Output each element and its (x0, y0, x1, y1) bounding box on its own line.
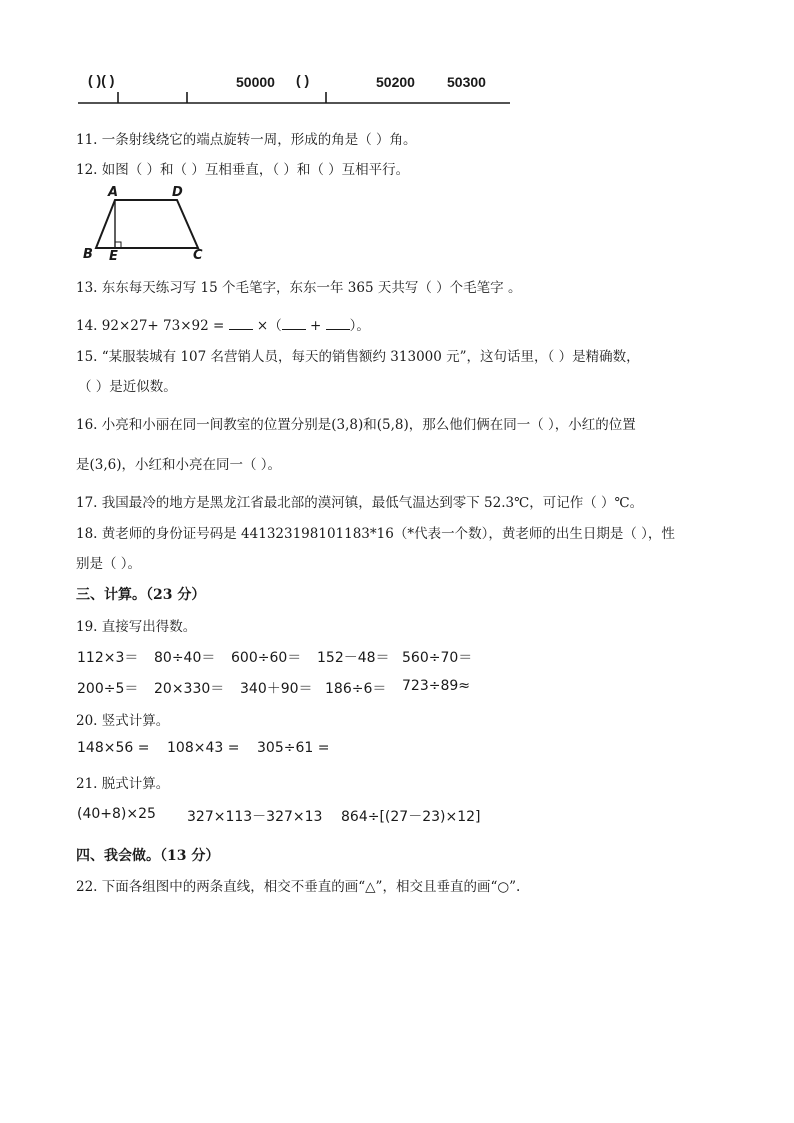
number-line-blank: ( ) (296, 72, 310, 88)
q21-item-2: 327×113－327×13 (187, 809, 323, 825)
question-19-title: 19. 直接写出得数。 (76, 619, 197, 635)
question-18-line-2: 别是（ ）。 (76, 556, 142, 572)
q19-item-8: 340＋90＝ (240, 681, 313, 697)
q19-item-7: 20×330＝ (154, 681, 225, 697)
question-22: 22. 下面各组图中的两条直线，相交不垂直的画“△”，相交且垂直的画“○”. (76, 879, 521, 895)
q19-item-10: 723÷89≈ (402, 678, 470, 694)
q20-item-2: 108×43 = (167, 740, 240, 756)
question-12: 12. 如图（ ）和（ ）互相垂直，（ ）和（ ）互相平行。 (76, 162, 410, 178)
number-line-blank-pair: ( )( ) (88, 72, 115, 88)
section-4-title: 四、我会做。（13 分） (76, 848, 220, 864)
q14-expression: 14. 92×27+ 73×92 = (76, 318, 229, 334)
number-line-label-50000: 50000 (236, 74, 275, 90)
question-14 (76, 314, 370, 334)
label-a: A (108, 185, 119, 200)
question-11: 11. 一条射线绕它的端点旋转一周，形成的角是（ ）角。 (76, 132, 417, 148)
q19-item-3: 600÷60＝ (231, 650, 302, 666)
question-16-line-2: 是(3,6)，小红和小亮在同一（ ）。 (76, 457, 282, 473)
q14-times-paren: ×（ (252, 318, 282, 334)
q14-plus: + (305, 318, 326, 334)
question-13: 13. 东东每天练习写 15 个毛笔字，东东一年 365 天共写（ ）个毛笔字 。 (76, 280, 522, 296)
question-15-line-1: 15. “某服装城有 107 名营销人员，每天的销售额约 313000 元”，这句话里，（ ）是精确数， (76, 349, 640, 365)
q19-item-5: 560÷70＝ (402, 650, 473, 666)
section-3-title: 三、计算。（23 分） (76, 587, 206, 603)
label-b: B (83, 247, 93, 262)
label-e: E (109, 249, 118, 262)
q20-item-1: 148×56 = (77, 740, 150, 756)
question-18-line-1: 18. 黄老师的身份证号码是 441323198101183*16（*代表一个数），黄老师的出生日期是（ ），性 (76, 526, 675, 542)
number-line-axis (70, 92, 520, 112)
question-15-line-2: （ ）是近似数。 (78, 379, 177, 395)
q19-item-6: 200÷5＝ (77, 681, 139, 697)
label-c: C (193, 248, 203, 262)
q19-item-4: 152－48＝ (317, 650, 390, 666)
q14-close: ）。 (349, 318, 370, 334)
q14-blank-3[interactable] (326, 316, 350, 330)
q19-item-9: 186÷6＝ (325, 681, 387, 697)
question-16-line-1: 16. 小亮和小丽在同一间教室的位置分别是(3,8)和(5,8)，那么他们俩在同一（ ），小红的位置 (76, 417, 636, 433)
trapezoid-shape (96, 200, 198, 248)
question-21-title: 21. 脱式计算。 (76, 776, 170, 792)
label-d: D (172, 185, 183, 200)
q14-blank-2[interactable] (282, 316, 306, 330)
question-17: 17. 我国最冷的地方是黑龙江省最北部的漠河镇，最低气温达到零下 52.3℃，可记作（ ）℃。 (76, 495, 644, 511)
question-20-title: 20. 竖式计算。 (76, 713, 170, 729)
number-line-label-50200: 50200 (376, 74, 415, 90)
q20-item-3: 305÷61 = (257, 740, 330, 756)
trapezoid-figure (80, 182, 210, 262)
q19-item-1: 112×3＝ (77, 650, 139, 666)
q14-blank-1[interactable] (229, 316, 253, 330)
number-line-label-50300: 50300 (447, 74, 486, 90)
q19-item-2: 80÷40＝ (154, 650, 216, 666)
q21-item-1: (40+8)×25 (77, 806, 156, 822)
q21-item-3: 864÷[(27－23)×12] (341, 809, 481, 825)
